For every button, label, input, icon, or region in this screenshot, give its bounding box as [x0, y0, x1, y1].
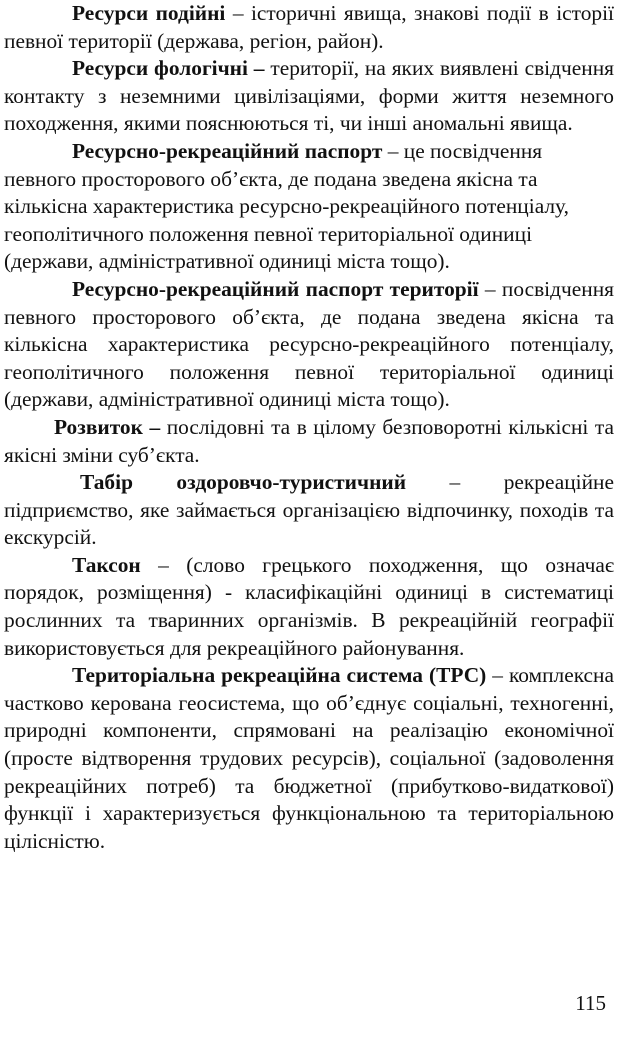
entry-definition: – це посвідчення певного просторового об’єкта, де подана зведена якісна та кількісна характеристика ресурсно-рекреаційного потенціалу, геополітичного положення певної територіальної одиниці (держави, адміністративної одиниці міста тощо). — [4, 138, 569, 274]
entry-definition: території, на яких виявлені свідчення контакту з неземними цивілізаціями, форми життя неземного походження, якими пояснюються ті, чи інші аномальні явища. — [4, 56, 614, 136]
entry-term: Таксон — [72, 552, 141, 577]
glossary-entry — [4, 0, 614, 55]
entry-term: Територіальна рекреаційна система (ТРС) — [72, 663, 487, 688]
entry-term: Ресурсно-рекреаційний паспорт території — [72, 276, 479, 301]
page-number: 115 — [575, 991, 606, 1015]
glossary-entry — [4, 276, 614, 414]
glossary-entry — [4, 138, 614, 276]
entry-term: Ресурси фологічні – — [72, 56, 265, 81]
entry-term: Табір оздоровчо-туристичний — [80, 470, 407, 495]
entry-term: Розвиток – — [54, 414, 161, 439]
entry-definition: послідовні та в цілому безповоротні кількісні та якісні зміни суб’єкта. — [4, 414, 614, 467]
glossary-entry — [4, 552, 614, 662]
entry-term: Ресурсно-рекреаційний паспорт — [72, 138, 383, 163]
entry-definition: – комплексна частково керована геосистема, що об’єднує соціальні, техногенні, природні компоненти, спрямовані на реалізацію економічної (просте відтворення трудових ресурсів), соціальної (задоволення рекреаційних потреб) та бюджетної (прибутково-видаткової) функції і характеризується функціональною та територіальною цілісністю. — [4, 663, 614, 853]
glossary-entry — [4, 469, 614, 552]
glossary-entries — [4, 0, 614, 855]
entry-definition: – посвідчення певного просторового об’єкта, де подана зведена якісна та кількісна характеристика ресурсно-рекреаційного потенціалу, геополітичного положення певної територіальної одиниці (держави, адміністративної одиниці міста тощо). — [4, 276, 614, 412]
entry-definition: – історичні явища, знакові події в історії певної території (держава, регіон, район). — [4, 1, 614, 53]
glossary-entry — [4, 414, 614, 469]
entry-term: Ресурси подійні — [72, 1, 226, 25]
entry-definition: – (слово грецького походження, що означає порядок, розміщення) - класифікаційні одиниці в систематиці рослинних та тваринних організмів. В рекреаційній географії використовується для рекреаційного районування. — [4, 552, 614, 660]
glossary-entry — [4, 55, 614, 138]
entry-definition: – рекреаційне підприємство, яке займається організацією відпочинку, походів та екскурсій. — [4, 470, 614, 550]
glossary-entry — [4, 662, 614, 855]
